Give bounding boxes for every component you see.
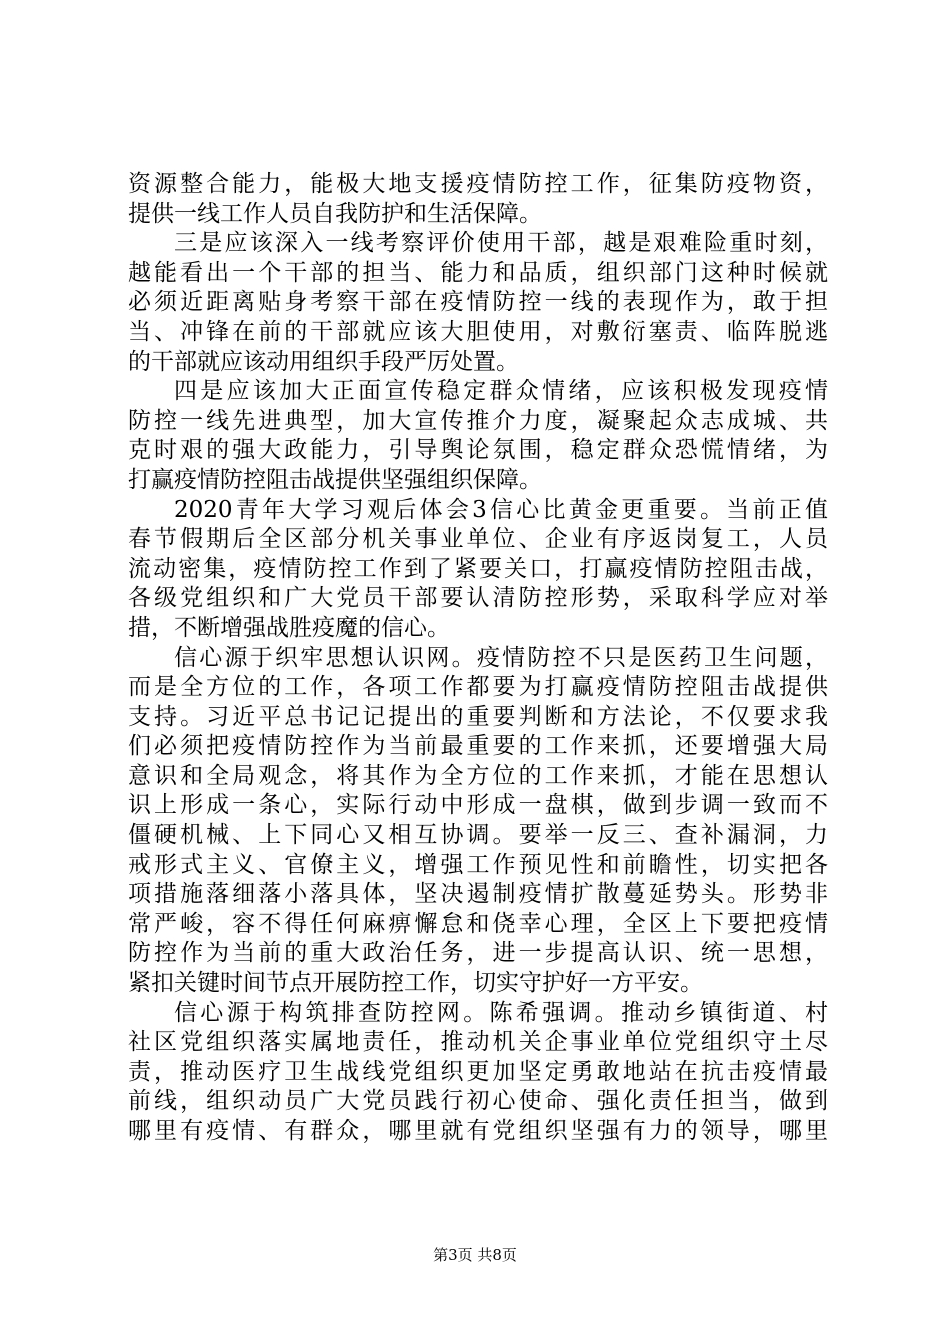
text-line: 措，不断增强战胜疫魔的信心。 [128, 614, 450, 641]
text-line: 春节假期后全区部分机关事业单位、企业有序返岗复工，人员 [128, 526, 828, 553]
text-line: 各级党组织和广大党员干部要认清防控形势，采取科学应对举 [128, 585, 828, 612]
text-line: 紧扣关键时间节点开展防控工作，切实守护好一方平安。 [128, 970, 703, 997]
text-line: 责，推动医疗卫生战线党组织更加坚定勇敢地站在抗击疫情最 [128, 1058, 828, 1085]
text-line: 们必须把疫情防控作为当前最重要的工作来抓，还要增强大局 [128, 733, 828, 760]
text-line: 意识和全局观念，将其作为全方位的工作来抓，才能在思想认 [128, 762, 828, 789]
text-line: 防控一线先进典型，加大宣传推介力度，凝聚起众志成城、共 [128, 407, 828, 434]
text-line: 2020青年大学习观后体会3信心比黄金更重要。当前正值 [174, 496, 828, 523]
text-line: 戒形式主义、官僚主义，增强工作预见性和前瞻性，切实把各 [128, 851, 828, 878]
text-line: 三是应该深入一线考察评价使用干部，越是艰难险重时刻， [174, 230, 828, 257]
text-line: 打赢疫情防控阻击战提供坚强组织保障。 [128, 466, 542, 493]
page-footer: 第3页 共8页 [433, 1246, 517, 1264]
text-line: 社区党组织落实属地责任，推动机关企事业单位党组织守土尽 [128, 1029, 828, 1056]
document-body [128, 170, 828, 1147]
text-line: 支持。习近平总书记记提出的重要判断和方法论，不仅要求我 [128, 703, 828, 730]
text-line: 提供一线工作人员自我防护和生活保障。 [128, 200, 542, 227]
text-line: 僵硬机械、上下同心又相互协调。要举一反三、查补漏洞，力 [128, 822, 828, 849]
text-line: 而是全方位的工作，各项工作都要为打赢疫情防控阻击战提供 [128, 674, 828, 701]
text-line: 信心源于构筑排查防控网。陈希强调。推动乡镇街道、村 [174, 999, 828, 1026]
text-line: 哪里有疫情、有群众，哪里就有党组织坚强有力的领导，哪里 [128, 1118, 828, 1144]
text-line: 资源整合能力，能极大地支援疫情防控工作，征集防疫物资， [128, 171, 828, 197]
text-line: 防控作为当前的重大政治任务，进一步提高认识、统一思想， [128, 940, 828, 967]
text-line: 常严峻，容不得任何麻痹懈怠和侥幸心理，全区上下要把疫情 [128, 910, 828, 937]
text-line: 流动密集，疫情防控工作到了紧要关口，打赢疫情防控阻击战， [128, 555, 828, 582]
text-line: 克时艰的强大政能力，引导舆论氛围，稳定群众恐慌情绪，为 [128, 437, 828, 464]
text-line: 必须近距离贴身考察干部在疫情防控一线的表现作为，敢于担 [128, 289, 828, 316]
text-line: 越能看出一个干部的担当、能力和品质，组织部门这种时候就 [128, 259, 828, 286]
text-line: 当、冲锋在前的干部就应该大胆使用，对敷衍塞责、临阵脱逃 [128, 318, 828, 345]
text-line: 前线，组织动员广大党员践行初心使命、强化责任担当，做到 [128, 1088, 828, 1115]
text-line: 项措施落细落小落具体，坚决遏制疫情扩散蔓延势头。形势非 [128, 881, 828, 908]
text-line: 信心源于织牢思想认识网。疫情防控不只是医药卫生问题， [174, 644, 828, 671]
text-line: 的干部就应该动用组织手段严厉处置。 [128, 348, 519, 375]
text-line: 识上形成一条心，实际行动中形成一盘棋，做到步调一致而不 [128, 792, 828, 819]
text-line: 四是应该加大正面宣传稳定群众情绪，应该积极发现疫情 [174, 378, 828, 405]
